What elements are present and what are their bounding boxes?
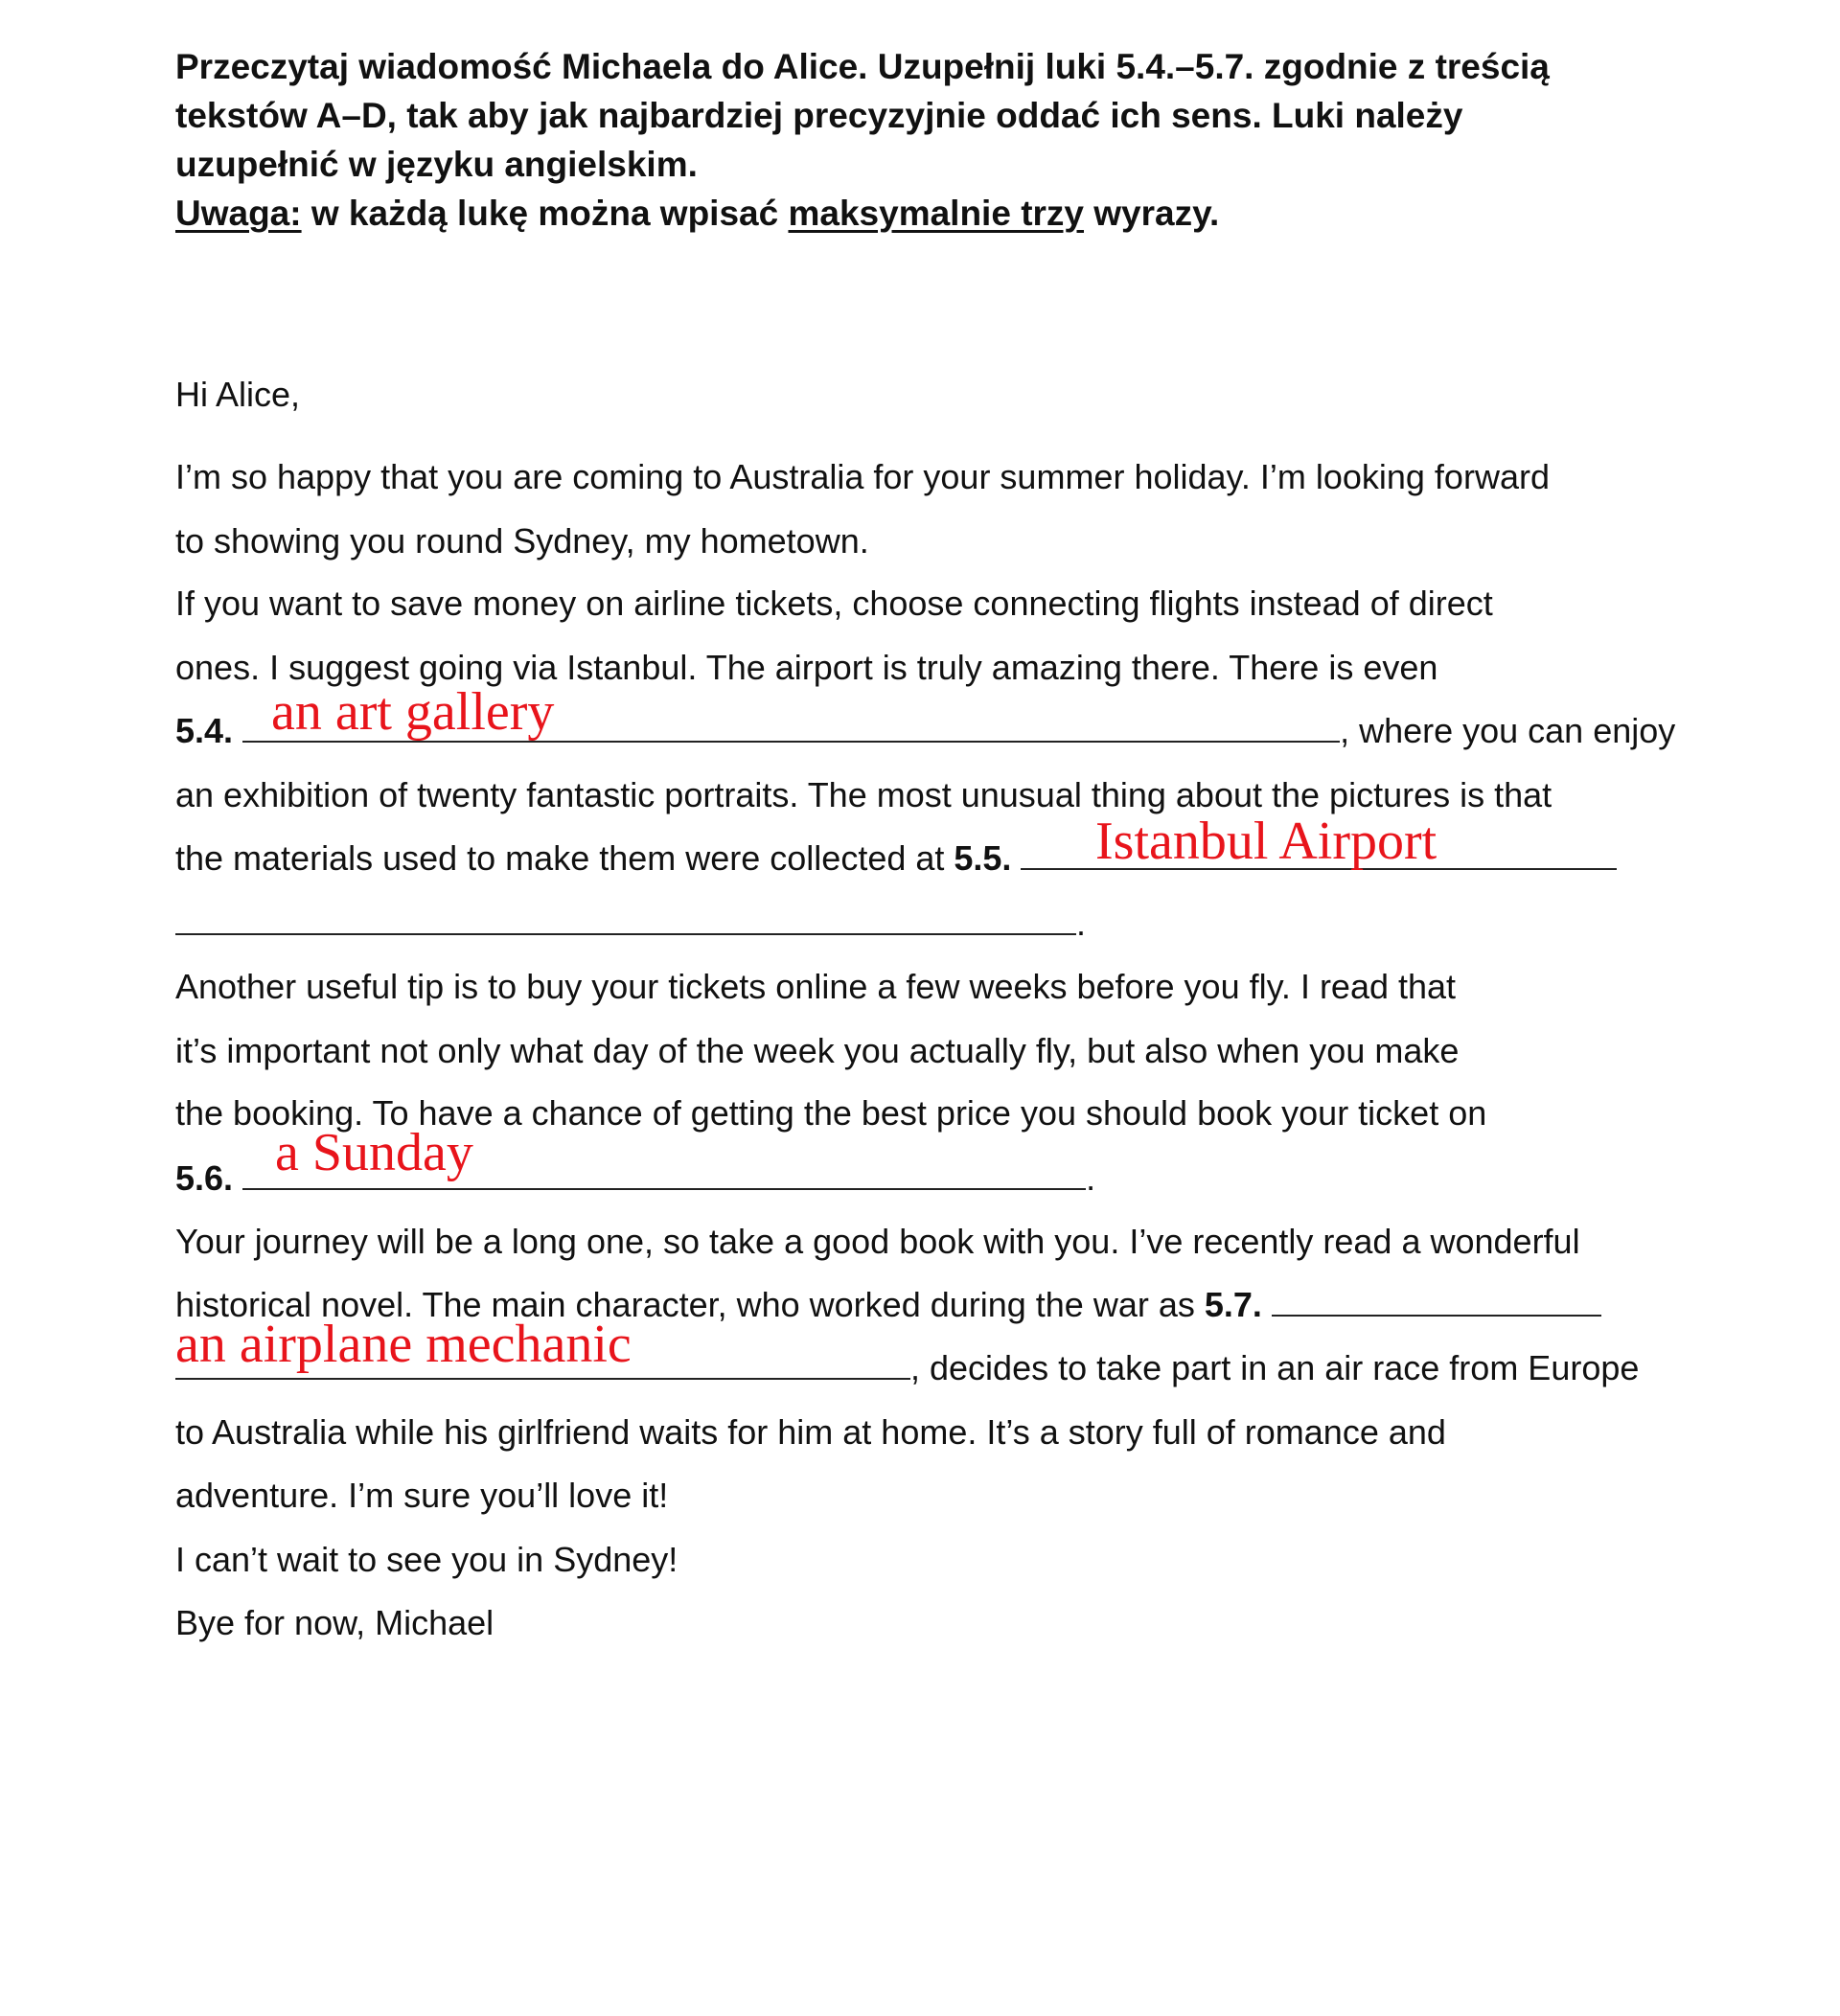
letter-line: to Australia while his girlfriend waits for him at home. It’s a story full of romance and [175, 1412, 1446, 1452]
letter-line: an exhibition of twenty fantastic portraits. The most unusual thing about the pictures is that [175, 775, 1552, 814]
letter-line: I’m so happy that you are coming to Australia for your summer holiday. I’m looking forward [175, 457, 1550, 496]
note-end: wyrazy. [1084, 194, 1220, 233]
letter-text: . [1086, 1158, 1096, 1198]
letter-text: , decides to take part in an air race from Europe [910, 1348, 1640, 1387]
instructions-line-1: Przeczytaj wiadomość Michaela do Alice. Uzupełnij luki 5.4.–5.7. zgodnie z treścią [175, 47, 1550, 86]
answer-5-5: Istanbul Airport [1095, 812, 1438, 871]
instructions-note [175, 189, 1728, 238]
note-label: Uwaga: [175, 194, 302, 233]
letter-line: Your journey will be a long one, so take a good book with you. I’ve recently read a wonderful [175, 1222, 1580, 1261]
letter-line: it’s important not only what day of the week you actually fly, but also when you make [175, 1031, 1460, 1070]
gap-5-5-blank-continued[interactable] [175, 905, 1076, 935]
instructions-line-3: uzupełnić w języku angielskim. [175, 145, 698, 184]
gap-number: 5.5. [954, 838, 1012, 878]
letter-line: If you want to save money on airline tickets, choose connecting flights instead of direct [175, 584, 1493, 623]
letter-line: adventure. I’m sure you’ll love it! [175, 1476, 669, 1515]
gap-5-5-continuation [175, 903, 1086, 945]
answer-5-6: a Sunday [275, 1123, 473, 1182]
gap-number: 5.7. [1204, 1285, 1262, 1324]
gap-number: 5.6. [175, 1158, 234, 1198]
letter-text: , where you can enjoy [1340, 711, 1676, 750]
letter-signoff: Bye for now, Michael [175, 1603, 494, 1642]
letter-text: historical novel. The main character, who worked during the war as [175, 1285, 1205, 1324]
letter-text: the materials used to make them were collected at [175, 838, 954, 878]
gap-number: 5.4. [175, 711, 234, 750]
note-text: w każdą lukę można wpisać [301, 194, 789, 233]
letter-line: ones. I suggest going via Istanbul. The airport is truly amazing there. There is even [175, 648, 1438, 687]
answer-5-4: an art gallery [271, 682, 555, 742]
letter-line: the booking. To have a chance of getting the best price you should book your ticket on [175, 1093, 1487, 1133]
task-instructions [175, 42, 1728, 238]
letter-line: I can’t wait to see you in Sydney! [175, 1540, 678, 1579]
letter-greeting: Hi Alice, [175, 375, 301, 414]
letter-line: Another useful tip is to buy your tickets online a few weeks before you fly. I read that [175, 967, 1457, 1006]
letter-text: . [1076, 904, 1087, 943]
note-emphasis: maksymalnie trzy [788, 194, 1084, 233]
instructions-line-2: tekstów A–D, tak aby jak najbardziej precyzyjnie oddać ich sens. Luki należy [175, 96, 1463, 135]
gap-5-7-blank[interactable] [1272, 1286, 1601, 1317]
answer-5-7: an airplane mechanic [175, 1315, 632, 1374]
letter-line: to showing you round Sydney, my hometown. [175, 521, 869, 561]
